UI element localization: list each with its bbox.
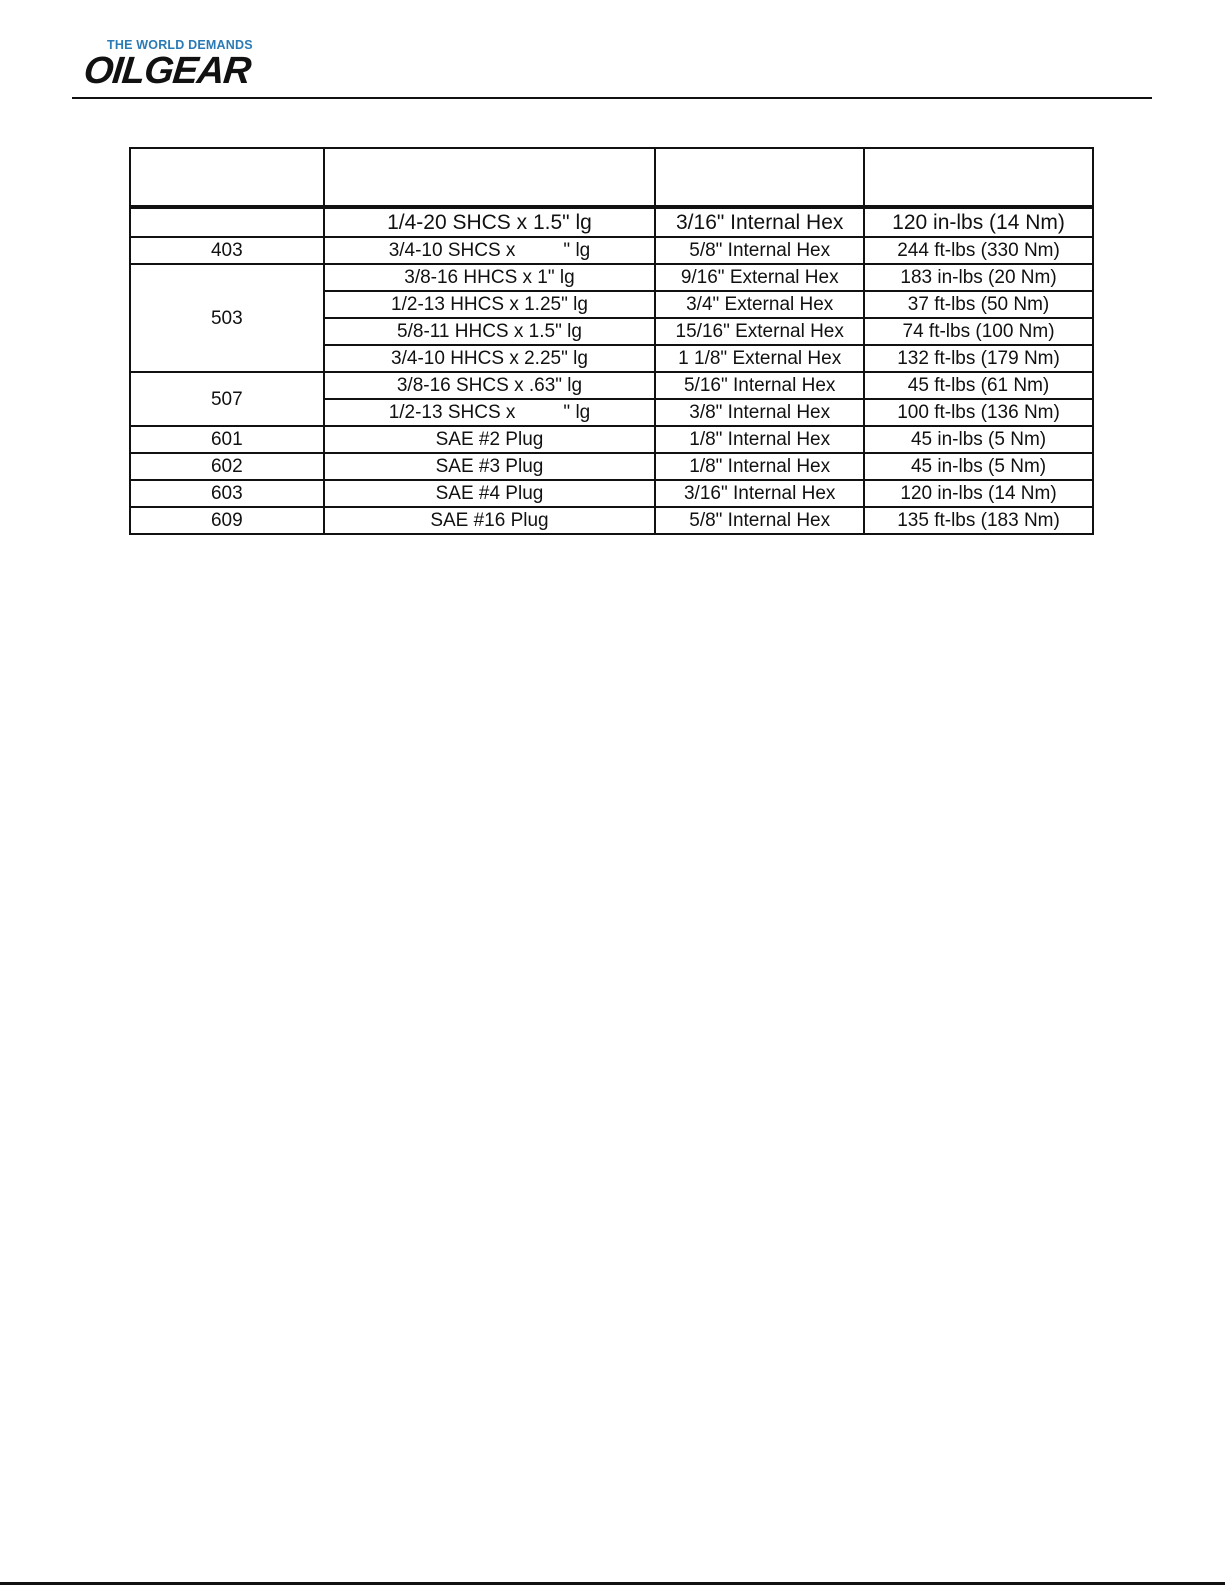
wrench-cell: 15/16" External Hex [655,318,864,345]
table-row [130,426,1093,453]
torque-cell: 120 in-lbs (14 Nm) [864,480,1093,507]
wrench-cell: 5/8" Internal Hex [655,507,864,534]
fastener-text: SAE #2 Plug [435,429,544,450]
table-row [130,237,1093,264]
fastener-cell [324,291,656,318]
fastener-text: 3/4-10 SHCS x [388,240,516,261]
fastener-cell [324,372,656,399]
table-row [130,207,1093,237]
wrench-cell: 1 1/8" External Hex [655,345,864,372]
table-header-row [130,148,1093,207]
wrench-cell: 3/4" External Hex [655,291,864,318]
fastener-cell [324,399,656,426]
fastener-cell [324,318,656,345]
fastener-cell [324,264,656,291]
item-cell: 601 [130,426,324,453]
fastener-cell [324,426,656,453]
wrench-cell: 5/16" Internal Hex [655,372,864,399]
header-cell-wrench [655,148,864,207]
item-cell [130,207,324,237]
torque-cell: 132 ft-lbs (179 Nm) [864,345,1093,372]
fastener-text: 3/8-16 SHCS x .63" lg [396,375,583,396]
torque-cell: 120 in-lbs (14 Nm) [864,207,1093,237]
header-rule [72,97,1152,99]
page-header [0,0,1225,100]
wrench-cell: 1/8" Internal Hex [655,426,864,453]
torque-cell: 45 in-lbs (5 Nm) [864,453,1093,480]
fastener-cell [324,507,656,534]
torque-cell: 37 ft-lbs (50 Nm) [864,291,1093,318]
fastener-cell [324,237,656,264]
torque-table [129,147,1094,535]
wrench-cell: 1/8" Internal Hex [655,453,864,480]
wrench-cell: 3/16" Internal Hex [655,480,864,507]
oilgear-logo: OILGEAR [81,50,253,92]
torque-cell: 45 ft-lbs (61 Nm) [864,372,1093,399]
table-row [130,507,1093,534]
wrench-cell: 5/8" Internal Hex [655,237,864,264]
fastener-text: 1/2-13 HHCS x 1.25" lg [391,294,588,315]
fastener-cell [324,480,656,507]
wrench-cell: 3/16" Internal Hex [655,207,864,237]
fastener-cell [324,453,656,480]
torque-cell: 45 in-lbs (5 Nm) [864,426,1093,453]
fastener-cell [324,207,656,237]
item-cell: 602 [130,453,324,480]
header-cell-torque [864,148,1093,207]
fastener-text: SAE #4 Plug [435,483,544,504]
torque-cell: 183 in-lbs (20 Nm) [864,264,1093,291]
wrench-cell: 3/8" Internal Hex [655,399,864,426]
item-cell: 507 [130,372,324,426]
item-cell: 503 [130,264,324,372]
header-cell-item [130,148,324,207]
fastener-suffix: " lg [563,402,591,423]
fastener-text: SAE #16 Plug [430,510,549,531]
fastener-suffix: " lg [563,240,591,261]
fastener-text: 3/4-10 HHCS x 2.25" lg [391,348,588,369]
table-row [130,453,1093,480]
table-row [130,372,1093,399]
item-cell: 603 [130,480,324,507]
torque-cell: 244 ft-lbs (330 Nm) [864,237,1093,264]
table-row [130,264,1093,291]
torque-cell: 135 ft-lbs (183 Nm) [864,507,1093,534]
table-row [130,480,1093,507]
torque-cell: 100 ft-lbs (136 Nm) [864,399,1093,426]
fastener-text: 5/8-11 HHCS x 1.5" lg [397,321,582,342]
fastener-text: 1/4-20 SHCS x 1.5" lg [387,211,592,234]
fastener-text: SAE #3 Plug [435,456,544,477]
item-cell: 403 [130,237,324,264]
wrench-cell: 9/16" External Hex [655,264,864,291]
fastener-text: 3/8-16 HHCS x 1" lg [404,267,575,288]
brand-tagline: THE WORLD DEMANDS [107,38,253,52]
fastener-cell [324,345,656,372]
fastener-text: 1/2-13 SHCS x [388,402,516,423]
torque-cell: 74 ft-lbs (100 Nm) [864,318,1093,345]
header-cell-fastener [324,148,656,207]
item-cell: 609 [130,507,324,534]
